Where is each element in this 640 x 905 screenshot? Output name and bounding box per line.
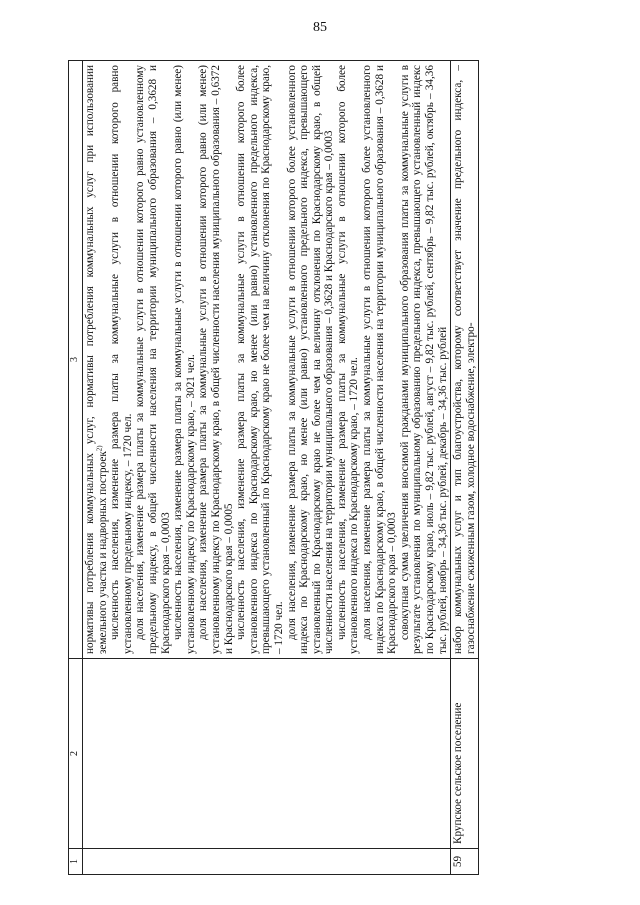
row-number <box>83 849 451 875</box>
table-header-row <box>69 61 83 875</box>
description-paragraph: доля населения, изменение размера платы за коммунальные услуги в отношении которого более установленного индекса по Краснодарскому краю, но менее (или равно) установленного предельного индекса, превышающего установленный по Краснодарскому краю не более чем на величину отклонения по Краснодарскому краю, в общей численности населения на территории муниципального образования – 0,3628 и Краснодарского края – 0,0003 <box>285 65 336 654</box>
table-viewport <box>68 60 590 875</box>
description-paragraph: доля населения, изменение размера платы за коммунальные услуги в отношении которого более установленного индекса по Краснодарскому краю, в общей численности населения на территории муниципального образования – 0,3628 и Краснодарского края – 0,0003 <box>361 65 399 654</box>
header-col-2: 2 <box>69 659 83 849</box>
description-paragraph: численность населения, изменение размера платы за коммунальные услуги в отношении которого равно (или менее) установленному индексу по Краснодарскому краю, – 3021 чел. <box>172 65 197 654</box>
row-description <box>83 61 451 659</box>
table-row <box>83 61 451 875</box>
municipality-name <box>83 659 451 849</box>
header-col-1: 1 <box>69 849 83 875</box>
description-paragraph: численность населения, изменение размера платы за коммунальные услуги в отношении которого более установленного индекса по Краснодарскому краю, но менее (или равно) установленного предельного индекса, превышающего установленный по Краснодарскому краю не более чем на величину отклонения по Краснодарскому краю, – 1720 чел. <box>235 65 285 654</box>
rotated-table-container <box>68 60 590 875</box>
description-paragraph: численность населения, изменение размера платы за коммунальные услуги в отношении которого более установленного индекса по Краснодарскому краю, – 1720 чел. <box>335 65 361 654</box>
description-paragraph: нормативы потребления коммунальных услуг, нормативы потребления коммунальных услуг при использовании земельного участка и надворных построек$^{2)}$ <box>84 65 109 654</box>
page-number: 85 <box>313 20 327 35</box>
header-col-3: 3 <box>69 61 83 659</box>
municipality-name: Крупское сельское поселение <box>451 659 479 849</box>
footnote-marker: 2) <box>94 445 103 452</box>
row-description <box>451 61 479 659</box>
indices-table <box>68 60 479 875</box>
description-paragraph: численность населения, изменение размера платы за коммунальные услуги в отношении которого равно установленному предельному индексу, – 1720 чел. <box>109 65 134 654</box>
description-paragraph: доля населения, изменение размера платы за коммунальные услуги в отношении которого равно установленному предельному индексу, в общей численности населения на территории муниципального образования – 0,3628 и Краснодарского края – 0,0003 <box>134 65 172 654</box>
description-paragraph: доля населения, изменение размера платы за коммунальные услуги в отношении которого равно (или менее) установленному индексу по Краснодарскому краю, в общей численности населения муниципального образования – 0,6372 и Краснодарского края – 0,0005 <box>197 65 235 654</box>
row-number: 59 <box>451 849 479 875</box>
table-row <box>451 61 479 875</box>
description-paragraph: набор коммунальных услуг и тип благоустройства, которому соответствует значение предельного индекса, – газоснабжение сжиженным газом, холодное водоснабжение, электро- <box>452 65 477 654</box>
description-paragraph: совокупная сумма увеличения вносимой гражданами муниципального образования платы за коммунальные услуги в результате установления по муниципальному образованию предельного индекса, превышающего установленный индекс по Краснодарскому краю, июль – 9,82 тыс. рублей, август – 9,82 тыс. рублей, сентябрь – 9,82 тыс. рублей, октябрь – 34,36 тыс. рублей, ноябрь – 34,36 тыс. рублей, декабрь – 34,36 тыс. рублей <box>398 65 449 654</box>
